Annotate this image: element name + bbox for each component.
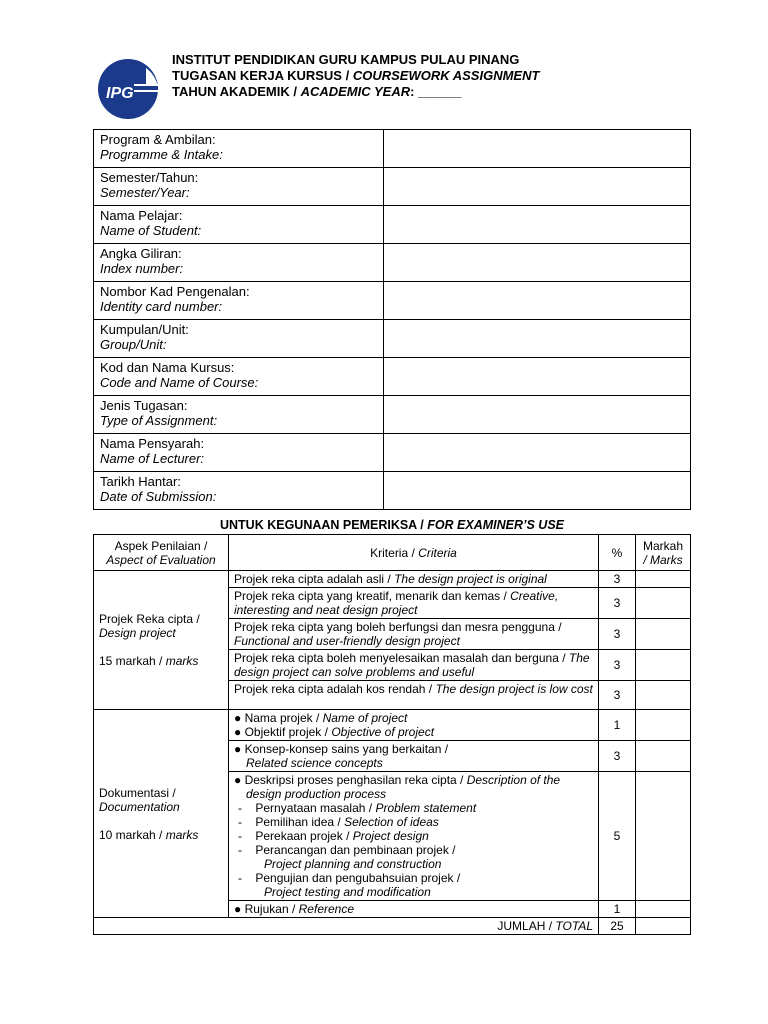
sub-item: - Perekaan projek / Project design	[238, 829, 429, 843]
evaluation-table	[93, 534, 691, 935]
info-value-field[interactable]	[384, 244, 691, 282]
info-label-en: Group/Unit:	[100, 337, 167, 352]
info-label	[94, 472, 384, 510]
info-label-en: Programme & Intake:	[100, 147, 223, 162]
info-value-field[interactable]	[384, 168, 691, 206]
info-label-ms: Program & Ambilan:	[100, 132, 216, 147]
info-label-ms: Angka Giliran:	[100, 246, 182, 261]
criteria-text	[229, 741, 599, 772]
total-label: JUMLAH / TOTAL	[94, 918, 599, 935]
bullet-item: ● Deskripsi proses penghasilan reka cipta / Description of the design production process	[234, 773, 561, 801]
info-label-en: Name of Lecturer:	[100, 451, 205, 466]
aspect-design-project: Projek Reka cipta / Design project 15 markah / marks	[94, 571, 229, 710]
info-label-en: Semester/Year:	[100, 185, 190, 200]
info-label-ms: Semester/Tahun:	[100, 170, 199, 185]
criteria-text: Projek reka cipta yang boleh berfungsi dan mesra pengguna / Functional and user-friendly design project	[229, 619, 599, 650]
info-label-ms: Tarikh Hantar:	[100, 474, 181, 489]
info-label	[94, 396, 384, 434]
bullet-item: ● Rujukan / Reference	[234, 902, 355, 916]
marks-cell[interactable]	[636, 571, 691, 588]
sub-item: - Pernyataan masalah / Problem statement	[238, 801, 477, 815]
info-value-field[interactable]	[384, 358, 691, 396]
document-header	[172, 52, 539, 100]
info-label	[94, 358, 384, 396]
info-label-ms: Kumpulan/Unit:	[100, 322, 189, 337]
criteria-percent: 3	[599, 650, 636, 681]
info-label-en: Name of Student:	[100, 223, 202, 238]
total-value: 25	[599, 918, 636, 935]
info-label	[94, 282, 384, 320]
sub-item: - Perancangan dan pembinaan projek / Project planning and construction	[238, 843, 456, 871]
criteria-percent: 5	[599, 772, 636, 901]
criteria-header: Kriteria / Criteria	[229, 535, 599, 571]
info-label-ms: Kod dan Nama Kursus:	[100, 360, 235, 375]
info-label	[94, 130, 384, 168]
sub-item: - Pemilihan idea / Selection of ideas	[238, 815, 439, 829]
ipg-logo	[96, 56, 160, 122]
info-value-field[interactable]	[384, 320, 691, 358]
info-label	[94, 168, 384, 206]
info-row	[94, 358, 691, 396]
criteria-percent: 1	[599, 901, 636, 918]
info-row	[94, 206, 691, 244]
criteria-text	[229, 901, 599, 918]
bullet-item: ● Nama projek / Name of project	[234, 711, 408, 725]
academic-year: TAHUN AKADEMIK / ACADEMIC YEAR: ______	[172, 84, 462, 99]
marks-cell[interactable]	[636, 710, 691, 741]
marks-header: Markah / Marks	[636, 535, 691, 571]
info-label-ms: Jenis Tugasan:	[100, 398, 188, 413]
criteria-percent: 3	[599, 588, 636, 619]
aspect-header: Aspek Penilaian / Aspect of Evaluation	[94, 535, 229, 571]
bullet-item: ● Konsep-konsep sains yang berkaitan / Related science concepts	[234, 742, 449, 770]
info-label-en: Date of Submission:	[100, 489, 217, 504]
info-row	[94, 472, 691, 510]
marks-cell[interactable]	[636, 619, 691, 650]
info-row	[94, 282, 691, 320]
criteria-percent: 1	[599, 710, 636, 741]
marks-cell[interactable]	[636, 901, 691, 918]
info-value-field[interactable]	[384, 206, 691, 244]
marks-cell[interactable]	[636, 681, 691, 710]
info-row	[94, 434, 691, 472]
marks-cell[interactable]	[636, 741, 691, 772]
criteria-text: Projek reka cipta adalah asli / The design project is original	[229, 571, 599, 588]
info-label-ms: Nama Pensyarah:	[100, 436, 205, 451]
info-label-en: Code and Name of Course:	[100, 375, 259, 390]
bullet-item: ● Objektif projek / Objective of project	[234, 725, 435, 739]
info-label	[94, 434, 384, 472]
total-marks-cell[interactable]	[636, 918, 691, 935]
criteria-percent: 3	[599, 571, 636, 588]
info-label	[94, 320, 384, 358]
info-value-field[interactable]	[384, 130, 691, 168]
criteria-text: Projek reka cipta adalah kos rendah / The design project is low cost	[229, 681, 599, 710]
info-row	[94, 244, 691, 282]
info-label-ms: Nombor Kad Pengenalan:	[100, 284, 250, 299]
criteria-row	[94, 571, 691, 588]
svg-text:IPG: IPG	[106, 85, 134, 102]
marks-cell[interactable]	[636, 772, 691, 901]
criteria-row	[94, 710, 691, 741]
institute-name: INSTITUT PENDIDIKAN GURU KAMPUS PULAU PINANG	[172, 52, 520, 67]
info-row	[94, 130, 691, 168]
examiner-section-title: UNTUK KEGUNAAN PEMERIKSA / FOR EXAMINER’S USE	[219, 518, 565, 532]
info-label-en: Identity card number:	[100, 299, 223, 314]
criteria-percent: 3	[599, 681, 636, 710]
info-row	[94, 396, 691, 434]
criteria-percent: 3	[599, 741, 636, 772]
marks-cell[interactable]	[636, 650, 691, 681]
sub-item: - Pengujian dan pengubahsuian projek / Project testing and modification	[238, 871, 461, 899]
info-row	[94, 168, 691, 206]
info-label	[94, 244, 384, 282]
criteria-percent: 3	[599, 619, 636, 650]
info-value-field[interactable]	[384, 472, 691, 510]
student-info-table	[93, 129, 691, 510]
total-row	[94, 918, 691, 935]
criteria-text	[229, 772, 599, 901]
evaluation-header-row	[94, 535, 691, 571]
criteria-text: Projek reka cipta boleh menyelesaikan masalah dan berguna / The design project can solve problems and useful	[229, 650, 599, 681]
percent-header: %	[599, 535, 636, 571]
info-row	[94, 320, 691, 358]
info-label	[94, 206, 384, 244]
info-value-field[interactable]	[384, 282, 691, 320]
info-label-en: Type of Assignment:	[100, 413, 218, 428]
marks-cell[interactable]	[636, 588, 691, 619]
info-value-field[interactable]	[384, 434, 691, 472]
info-label-ms: Nama Pelajar:	[100, 208, 183, 223]
aspect-documentation: Dokumentasi / Documentation 10 markah / marks	[94, 710, 229, 918]
criteria-text: Projek reka cipta yang kreatif, menarik dan kemas / Creative, interesting and neat design project	[229, 588, 599, 619]
info-label-en: Index number:	[100, 261, 184, 276]
criteria-text	[229, 710, 599, 741]
assignment-title: TUGASAN KERJA KURSUS / COURSEWORK ASSIGNMENT	[172, 68, 540, 83]
info-value-field[interactable]	[384, 396, 691, 434]
